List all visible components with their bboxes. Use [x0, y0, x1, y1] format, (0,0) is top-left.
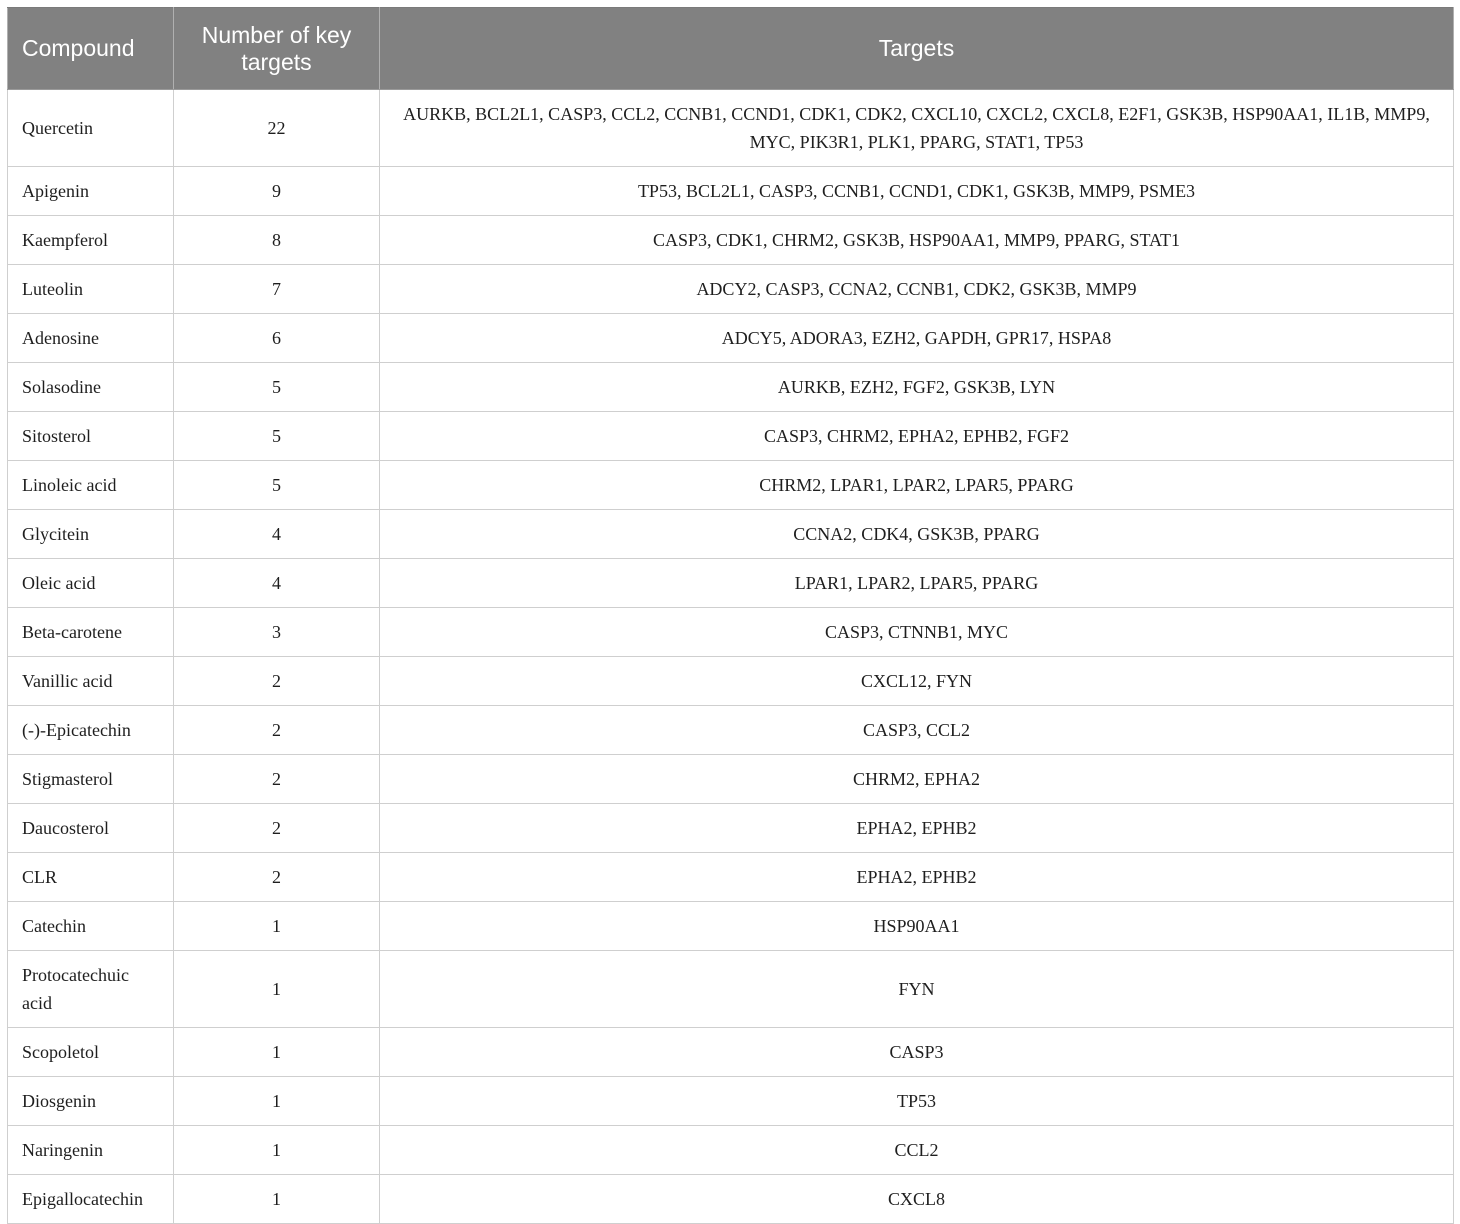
table-row — [8, 853, 1454, 902]
table-row — [8, 412, 1454, 461]
cell-targets: CASP3, CHRM2, EPHA2, EPHB2, FGF2 — [380, 412, 1454, 461]
cell-number-of-key-targets: 5 — [174, 412, 380, 461]
cell-compound: Naringenin — [8, 1126, 174, 1175]
cell-targets: AURKB, EZH2, FGF2, GSK3B, LYN — [380, 363, 1454, 412]
cell-targets: CASP3 — [380, 1028, 1454, 1077]
table-row — [8, 216, 1454, 265]
table-row — [8, 461, 1454, 510]
cell-compound: Oleic acid — [8, 559, 174, 608]
cell-number-of-key-targets: 6 — [174, 314, 380, 363]
cell-compound: Sitosterol — [8, 412, 174, 461]
cell-number-of-key-targets: 2 — [174, 706, 380, 755]
table-row — [8, 559, 1454, 608]
table-body — [8, 90, 1454, 1224]
cell-targets: CASP3, CCL2 — [380, 706, 1454, 755]
table-row — [8, 706, 1454, 755]
cell-targets: CCNA2, CDK4, GSK3B, PPARG — [380, 510, 1454, 559]
cell-compound: Apigenin — [8, 167, 174, 216]
table-row — [8, 1126, 1454, 1175]
cell-compound: Catechin — [8, 902, 174, 951]
cell-targets: CCL2 — [380, 1126, 1454, 1175]
table-row — [8, 657, 1454, 706]
cell-number-of-key-targets: 7 — [174, 265, 380, 314]
cell-targets: FYN — [380, 951, 1454, 1028]
cell-compound: Epigallocatechin — [8, 1175, 174, 1224]
table-row — [8, 1028, 1454, 1077]
cell-compound: Glycitein — [8, 510, 174, 559]
cell-number-of-key-targets: 1 — [174, 1077, 380, 1126]
table-row — [8, 265, 1454, 314]
cell-compound: Luteolin — [8, 265, 174, 314]
cell-number-of-key-targets: 5 — [174, 363, 380, 412]
cell-number-of-key-targets: 2 — [174, 755, 380, 804]
table-row — [8, 804, 1454, 853]
cell-number-of-key-targets: 1 — [174, 951, 380, 1028]
table-row — [8, 608, 1454, 657]
cell-compound: Daucosterol — [8, 804, 174, 853]
cell-targets: CXCL12, FYN — [380, 657, 1454, 706]
cell-targets: CASP3, CTNNB1, MYC — [380, 608, 1454, 657]
header-compound: Compound — [8, 8, 174, 90]
cell-targets: TP53, BCL2L1, CASP3, CCNB1, CCND1, CDK1, GSK3B, MMP9, PSME3 — [380, 167, 1454, 216]
header-row — [8, 8, 1454, 90]
cell-compound: Vanillic acid — [8, 657, 174, 706]
cell-number-of-key-targets: 5 — [174, 461, 380, 510]
cell-number-of-key-targets: 8 — [174, 216, 380, 265]
table-row — [8, 951, 1454, 1028]
table-row — [8, 314, 1454, 363]
cell-compound: Diosgenin — [8, 1077, 174, 1126]
table-row — [8, 363, 1454, 412]
cell-compound: Quercetin — [8, 90, 174, 167]
cell-targets: LPAR1, LPAR2, LPAR5, PPARG — [380, 559, 1454, 608]
cell-number-of-key-targets: 1 — [174, 1175, 380, 1224]
cell-number-of-key-targets: 3 — [174, 608, 380, 657]
cell-compound: Solasodine — [8, 363, 174, 412]
cell-compound: Protocatechuic acid — [8, 951, 174, 1028]
table-row — [8, 510, 1454, 559]
table-row — [8, 1077, 1454, 1126]
cell-targets: TP53 — [380, 1077, 1454, 1126]
cell-targets: CASP3, CDK1, CHRM2, GSK3B, HSP90AA1, MMP9, PPARG, STAT1 — [380, 216, 1454, 265]
cell-targets: ADCY2, CASP3, CCNA2, CCNB1, CDK2, GSK3B, MMP9 — [380, 265, 1454, 314]
table-header — [8, 8, 1454, 90]
cell-compound: Linoleic acid — [8, 461, 174, 510]
cell-number-of-key-targets: 22 — [174, 90, 380, 167]
cell-number-of-key-targets: 2 — [174, 657, 380, 706]
cell-number-of-key-targets: 4 — [174, 510, 380, 559]
cell-targets: HSP90AA1 — [380, 902, 1454, 951]
table-row — [8, 1175, 1454, 1224]
cell-compound: Stigmasterol — [8, 755, 174, 804]
table-row — [8, 755, 1454, 804]
header-number-of-key-targets: Number of key targets — [174, 8, 380, 90]
cell-targets: CHRM2, LPAR1, LPAR2, LPAR5, PPARG — [380, 461, 1454, 510]
table-row — [8, 90, 1454, 167]
cell-compound: Beta-carotene — [8, 608, 174, 657]
compound-targets-table — [7, 7, 1454, 1224]
table-row — [8, 167, 1454, 216]
header-targets: Targets — [380, 8, 1454, 90]
cell-number-of-key-targets: 2 — [174, 853, 380, 902]
cell-targets: EPHA2, EPHB2 — [380, 853, 1454, 902]
cell-targets: EPHA2, EPHB2 — [380, 804, 1454, 853]
cell-number-of-key-targets: 4 — [174, 559, 380, 608]
cell-number-of-key-targets: 2 — [174, 804, 380, 853]
cell-number-of-key-targets: 9 — [174, 167, 380, 216]
cell-compound: CLR — [8, 853, 174, 902]
cell-number-of-key-targets: 1 — [174, 1126, 380, 1175]
cell-compound: (-)-Epicatechin — [8, 706, 174, 755]
cell-targets: CHRM2, EPHA2 — [380, 755, 1454, 804]
cell-targets: AURKB, BCL2L1, CASP3, CCL2, CCNB1, CCND1, CDK1, CDK2, CXCL10, CXCL2, CXCL8, E2F1, GSK3B, HSP90AA1, IL1B, MMP9, MYC, PIK3R1, PLK1, PPARG, STAT1, TP53 — [380, 90, 1454, 167]
cell-number-of-key-targets: 1 — [174, 902, 380, 951]
cell-compound: Scopoletol — [8, 1028, 174, 1077]
cell-targets: CXCL8 — [380, 1175, 1454, 1224]
cell-compound: Kaempferol — [8, 216, 174, 265]
cell-number-of-key-targets: 1 — [174, 1028, 380, 1077]
table-row — [8, 902, 1454, 951]
compound-targets-table-container — [7, 7, 1453, 1224]
cell-compound: Adenosine — [8, 314, 174, 363]
cell-targets: ADCY5, ADORA3, EZH2, GAPDH, GPR17, HSPA8 — [380, 314, 1454, 363]
